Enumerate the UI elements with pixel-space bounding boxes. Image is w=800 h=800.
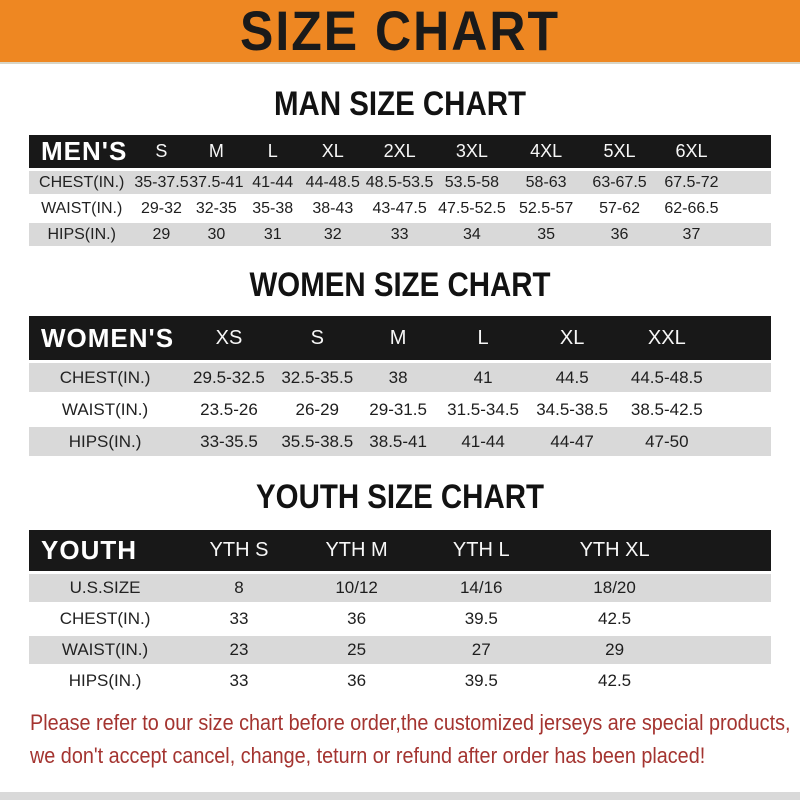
table-row (29, 427, 771, 456)
content (0, 83, 800, 770)
men-size-table (29, 132, 771, 249)
table-row (29, 574, 771, 602)
size-cell: 53.5-58 (435, 171, 509, 194)
footer-line-1: Please refer to our size chart before order,the customized jerseys are special products, (30, 710, 791, 735)
row-label: U.S.SIZE (29, 574, 181, 602)
size-cell: 8 (181, 574, 297, 602)
size-column-header: S (134, 135, 188, 168)
size-cell: 34 (435, 223, 509, 246)
size-cell: 35-38 (244, 197, 301, 220)
size-cell: 38.5-42.5 (617, 395, 771, 424)
size-cell: 23.5-26 (181, 395, 277, 424)
size-cell: 41-44 (244, 171, 301, 194)
size-cell: 62-66.5 (656, 197, 771, 220)
row-label: HIPS(IN.) (29, 667, 181, 695)
size-cell: 29 (546, 636, 771, 664)
size-column-header: 6XL (656, 135, 771, 168)
size-cell: 35 (509, 223, 583, 246)
size-cell: 36 (297, 667, 416, 695)
footer-note (30, 708, 800, 770)
size-cell: 23 (181, 636, 297, 664)
size-cell: 33 (181, 667, 297, 695)
women-size-table (29, 313, 771, 459)
youth-size-table (29, 527, 771, 698)
size-cell: 58-63 (509, 171, 583, 194)
row-label: CHEST(IN.) (29, 363, 181, 392)
size-cell: 32 (301, 223, 364, 246)
table-row (29, 395, 771, 424)
size-cell: 32-35 (189, 197, 245, 220)
size-column-header: M (358, 316, 439, 360)
youth-table-label: YOUTH (29, 530, 181, 571)
size-cell: 36 (297, 605, 416, 633)
size-column-header: 4XL (509, 135, 583, 168)
size-column-header: 5XL (583, 135, 656, 168)
size-cell: 47.5-52.5 (435, 197, 509, 220)
size-cell: 33 (181, 605, 297, 633)
women-section-heading: WOMEN SIZE CHART (249, 264, 551, 305)
row-label: CHEST(IN.) (29, 171, 134, 194)
size-cell: 32.5-35.5 (277, 363, 358, 392)
size-cell: 33 (364, 223, 434, 246)
size-cell: 44.5 (528, 363, 617, 392)
size-cell: 26-29 (277, 395, 358, 424)
size-cell: 38-43 (301, 197, 364, 220)
size-column-header: XL (528, 316, 617, 360)
size-cell: 43-47.5 (364, 197, 434, 220)
size-cell: 38 (358, 363, 439, 392)
size-column-header: XL (301, 135, 364, 168)
table-row (29, 363, 771, 392)
size-cell: 30 (189, 223, 245, 246)
size-cell: 38.5-41 (358, 427, 439, 456)
size-cell: 34.5-38.5 (528, 395, 617, 424)
size-cell: 48.5-53.5 (364, 171, 434, 194)
size-column-header: M (189, 135, 245, 168)
size-cell: 36 (583, 223, 656, 246)
size-cell: 63-67.5 (583, 171, 656, 194)
size-column-header: L (439, 316, 528, 360)
row-label: HIPS(IN.) (29, 223, 134, 246)
size-column-header: XXL (617, 316, 771, 360)
size-cell: 35-37.5 (134, 171, 188, 194)
row-label: WAIST(IN.) (29, 395, 181, 424)
youth-section-heading: YOUTH SIZE CHART (256, 476, 544, 517)
size-cell: 35.5-38.5 (277, 427, 358, 456)
size-column-header: YTH XL (546, 530, 771, 571)
row-label: HIPS(IN.) (29, 427, 181, 456)
size-column-header: YTH M (297, 530, 416, 571)
page-title: SIZE CHART (240, 0, 560, 63)
youth-header-row (29, 530, 771, 571)
size-cell: 27 (416, 636, 546, 664)
size-cell: 42.5 (546, 667, 771, 695)
women-size-section (0, 264, 800, 459)
size-cell: 41 (439, 363, 528, 392)
size-cell: 57-62 (583, 197, 656, 220)
men-table-label: MEN'S (29, 135, 134, 168)
size-cell: 39.5 (416, 605, 546, 633)
row-label: WAIST(IN.) (29, 636, 181, 664)
men-section-heading: MAN SIZE CHART (274, 83, 526, 124)
men-header-row (29, 135, 771, 168)
size-column-header: 3XL (435, 135, 509, 168)
size-cell: 39.5 (416, 667, 546, 695)
size-column-header: YTH L (416, 530, 546, 571)
size-cell: 37.5-41 (189, 171, 245, 194)
row-label: CHEST(IN.) (29, 605, 181, 633)
table-row (29, 636, 771, 664)
table-row (29, 605, 771, 633)
row-label: WAIST(IN.) (29, 197, 134, 220)
size-cell: 14/16 (416, 574, 546, 602)
table-row (29, 667, 771, 695)
size-column-header: S (277, 316, 358, 360)
bottom-strip (0, 792, 800, 800)
size-cell: 33-35.5 (181, 427, 277, 456)
footer-line-2: we don't accept cancel, change, teturn or refund after order has been placed! (30, 743, 706, 768)
size-cell: 25 (297, 636, 416, 664)
size-cell: 18/20 (546, 574, 771, 602)
size-cell: 52.5-57 (509, 197, 583, 220)
size-cell: 29-32 (134, 197, 188, 220)
men-size-section (0, 83, 800, 249)
size-cell: 44.5-48.5 (617, 363, 771, 392)
size-cell: 29-31.5 (358, 395, 439, 424)
size-cell: 41-44 (439, 427, 528, 456)
size-column-header: 2XL (364, 135, 434, 168)
size-cell: 44-47 (528, 427, 617, 456)
size-cell: 44-48.5 (301, 171, 364, 194)
women-header-row (29, 316, 771, 360)
size-cell: 31.5-34.5 (439, 395, 528, 424)
size-cell: 31 (244, 223, 301, 246)
table-row (29, 223, 771, 246)
size-cell: 42.5 (546, 605, 771, 633)
size-cell: 37 (656, 223, 771, 246)
banner (0, 0, 800, 64)
table-row (29, 197, 771, 220)
youth-size-section (0, 476, 800, 698)
size-column-header: L (244, 135, 301, 168)
size-cell: 29 (134, 223, 188, 246)
size-cell: 47-50 (617, 427, 771, 456)
size-column-header: YTH S (181, 530, 297, 571)
size-cell: 29.5-32.5 (181, 363, 277, 392)
size-cell: 67.5-72 (656, 171, 771, 194)
size-column-header: XS (181, 316, 277, 360)
table-row (29, 171, 771, 194)
women-table-label: WOMEN'S (29, 316, 181, 360)
size-cell: 10/12 (297, 574, 416, 602)
